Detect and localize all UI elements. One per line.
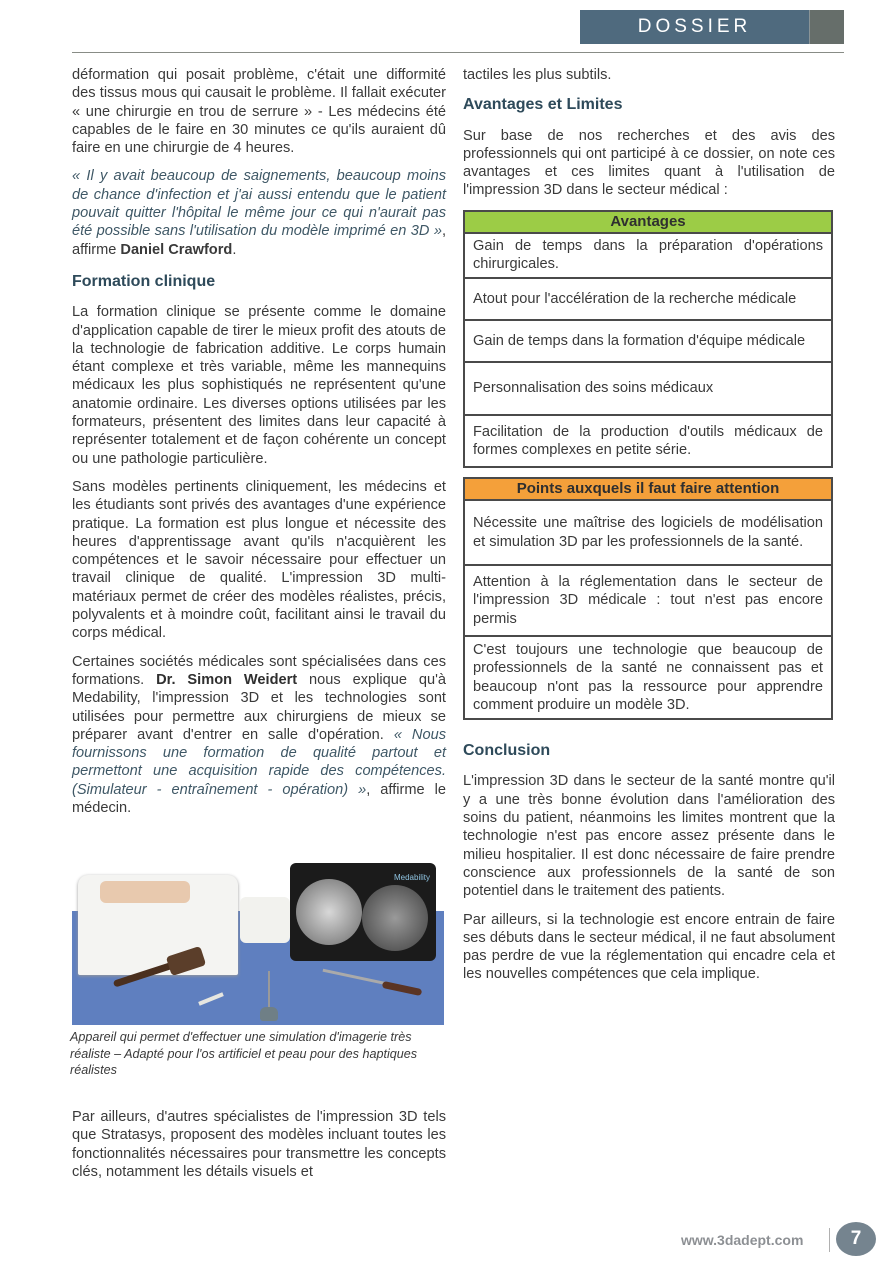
footer-divider bbox=[829, 1228, 830, 1252]
photo-caption: Appareil qui permet d'effectuer une simulation d'imagerie très réaliste – Adapté pour l'os artificiel et peau pour des haptiques réalistes bbox=[70, 1030, 418, 1077]
text: nous explique qu'à Medability, l'impression 3D et les technologies sont utilisées pour permettre aux chirurgiens de mieux se préparer avant d'entrer en salle d'opération. bbox=[72, 671, 446, 743]
section-tab bbox=[580, 10, 844, 44]
paragraph: Sans modèles pertinents cliniquement, les médecins et les étudiants sont privés des avantages d'une expérience pratique. La formation est plus longue et nécessite des heures d'apprentissage avant qu'ils n'acquièrent les compétences et le savoir nécessaire pour effectuer un travail clinique de qualité. L'impression 3D multi-matériaux permet de créer des modèles réalistes, précis, polyvalents et à moindre coût, facilitant ainsi le travail du corps médical. bbox=[72, 478, 446, 642]
table-row: Facilitation de la production d'outils médicaux de formes complexes en petite série. bbox=[464, 415, 832, 468]
page-number-badge: 7 bbox=[836, 1222, 876, 1256]
advantages-header: Avantages bbox=[464, 211, 832, 233]
needle-tool-handle bbox=[260, 1007, 278, 1021]
heading-formation-clinique: Formation clinique bbox=[72, 272, 216, 290]
advantages-table bbox=[463, 210, 833, 468]
left-column bbox=[72, 66, 446, 1191]
spine-model bbox=[240, 897, 290, 943]
quote-end: . bbox=[232, 241, 237, 258]
tablet-brand: Medability bbox=[393, 873, 430, 883]
paragraph: L'impression 3D dans le secteur de la santé montre qu'il y a une très bonne évolution dans l'amélioration des soins du patient, néanmoins les limites montrent que la technologie n'est pas encore assez présente dans le milieu hospitalier. Il est donc nécessaire de faire prendre conscience aux professionnels de la santé de son potentiel dans le traitement des patients. bbox=[463, 773, 835, 900]
text: Certaines sociétés médicales sont spécialisées dans ces formations. bbox=[72, 653, 446, 688]
text: , affirme le médecin. bbox=[72, 781, 446, 816]
heading-conclusion: Conclusion bbox=[463, 742, 551, 760]
section-label: DOSSIER bbox=[580, 10, 809, 44]
simulator-photo bbox=[72, 847, 444, 1025]
paragraph: Par ailleurs, si la technologie est encore entrain de faire ses débuts dans le secteur médical, il ne faut absolument pas perdre de vue la réglementation qui encadre cela et les nouvelles compétences que cela implique. bbox=[463, 911, 835, 983]
paragraph: déformation qui posait problème, c'était une difformité des tissus mous qui causait le problème. Il fallait exécuter « une chirurgie en trou de serrure » - Les médecins été capables de le faire en 30 minutes ce qu'ils auraient dû faire en une chirurgie de 4 heures. bbox=[72, 67, 446, 157]
person-name: Dr. Simon Weidert bbox=[156, 671, 298, 688]
paragraph: tactiles les plus subtils. bbox=[463, 67, 612, 83]
table-row: Nécessite une maîtrise des logiciels de modélisation et simulation 3D par les professionnels de la santé. bbox=[464, 500, 832, 565]
header-rule bbox=[72, 52, 844, 53]
quote-weidert: « Nous fournissons une formation de qualité partout et permettont une acquisition rapide des compétences. (Simulateur - entraînement - opération) » bbox=[72, 726, 446, 798]
table-row: Personnalisation des soins médicaux bbox=[464, 362, 832, 414]
paragraph: Sur base de nos recherches et des avis des professionnels qui ont participé à ce dossier, on note ces avantages et ces limites quant à l'utilisation de l'impression 3D dans le secteur médical : bbox=[463, 127, 835, 199]
attention-header: Points auxquels il faut faire attention bbox=[464, 478, 832, 500]
table-row: Attention à la réglementation dans le secteur de l'impression 3D médicale : tout n'est pas encore permis bbox=[464, 565, 832, 636]
paragraph: Par ailleurs, d'autres spécialistes de l'impression 3D tels que Stratasys, proposent des modèles incluant toutes les fonctionnalités nécessaires pour transmettre les concepts clés, notamment les détails visuels et bbox=[72, 1109, 446, 1181]
quote-attribution: , affirme bbox=[72, 223, 446, 258]
table-row: C'est toujours une technologie que beaucoup de professionnels de la santé ne connaissent pas et beaucoup n'ont pas la ressource pour apprendre comment produire un modèle 3D. bbox=[464, 636, 832, 719]
skin-pad bbox=[100, 881, 190, 903]
needle-tool bbox=[268, 971, 270, 1011]
section-tab-block bbox=[809, 10, 844, 44]
heading-avantages-limites: Avantages et Limites bbox=[463, 96, 623, 114]
ct-image bbox=[362, 885, 428, 951]
table-row: Atout pour l'accélération de la recherche médicale bbox=[464, 278, 832, 320]
quote-author: Daniel Crawford bbox=[120, 241, 233, 258]
paragraph-medability bbox=[72, 653, 446, 818]
right-column bbox=[463, 66, 835, 994]
simulator-device bbox=[78, 875, 238, 975]
xray-image bbox=[296, 879, 362, 945]
table-row: Gain de temps dans la formation d'équipe médicale bbox=[464, 320, 832, 362]
footer-url[interactable]: www.3dadept.com bbox=[681, 1232, 804, 1248]
table-row: Gain de temps dans la préparation d'opérations chirurgicales. bbox=[464, 233, 832, 278]
attention-table bbox=[463, 477, 833, 720]
quote-text: « Il y avait beaucoup de saignements, beaucoup moins de chance d'infection et j'ai aussi entendu que le patient pouvait quitter l'hôpital le même jour ce qui n'aurait pas été possible sans l'utilisation du modèle imprimé en 3D » bbox=[72, 168, 446, 240]
quote-crawford bbox=[72, 167, 446, 258]
tablet-screen bbox=[290, 863, 436, 961]
paragraph: La formation clinique se présente comme le domaine d'application capable de tirer le mieux profit des atouts de la technologie de fabrication additive. Le corps humain étant complexe et très variable, même les mannequins médicaux les plus sophistiqués ne représentent qu'une anatomie ordinaire. Les diverses options utilisées par les formateurs, présentent des limites dans leur capacité à représenter totalement et de façon cohérente un concept ou une pathologie particulière. bbox=[72, 304, 446, 467]
